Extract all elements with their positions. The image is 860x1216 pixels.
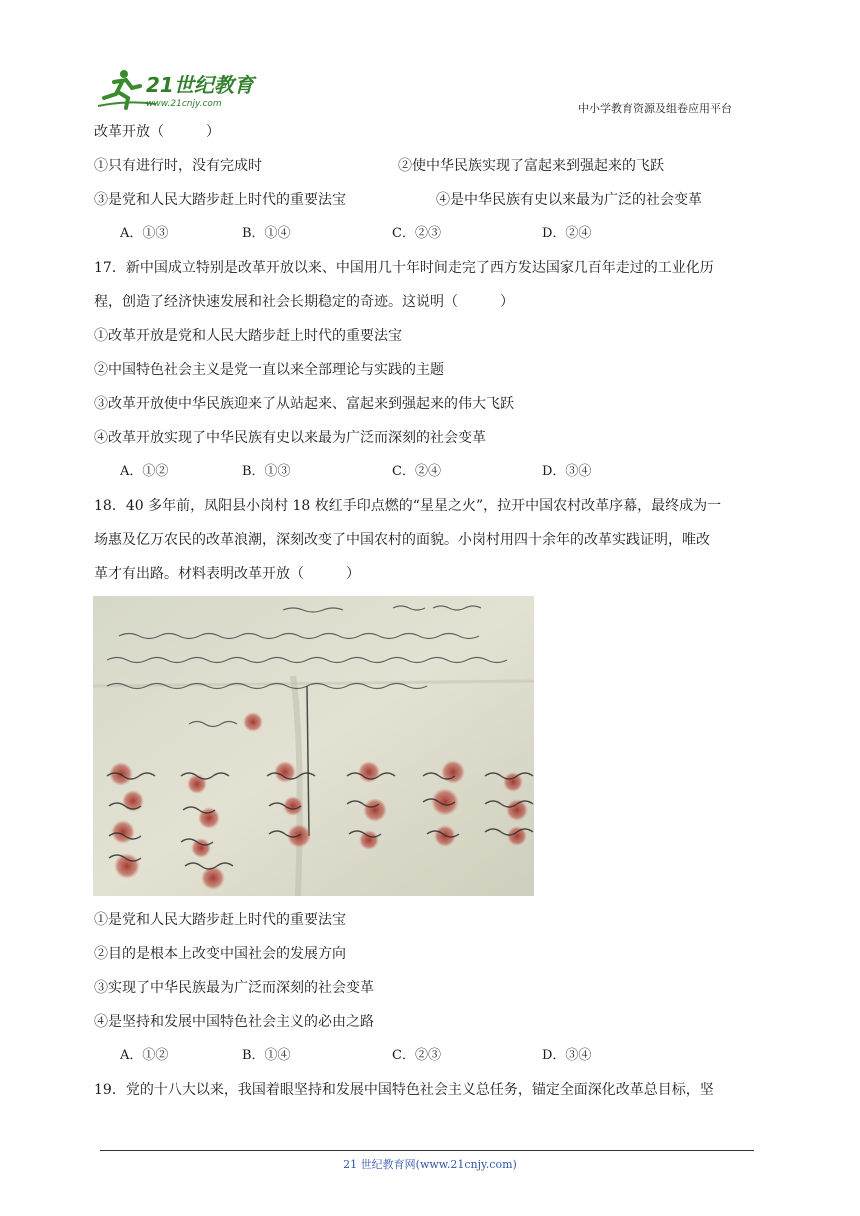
q16-option-c[interactable]: C．②③: [392, 226, 441, 241]
q17-statement-2: ②中国特色社会主义是党一直以来全部理论与实践的主题: [94, 362, 444, 378]
q17-statement-1: ①改革开放是党和人民大踏步赶上时代的重要法宝: [94, 328, 402, 344]
q19-stem-line-1: 19．党的十八大以来，我国着眼坚持和发展中国特色社会主义总任务，锚定全面深化改革总目标，坚: [94, 1082, 714, 1098]
q17-statement-3: ③改革开放使中华民族迎来了从站起来、富起来到强起来的伟大飞跃: [94, 396, 514, 412]
q17-option-a[interactable]: A．①②: [120, 464, 169, 479]
q16-stem: 改革开放（ ）: [94, 124, 220, 140]
xiaogang-agreement-photo: [93, 596, 534, 896]
q18-stem-line-2: 场惠及亿万农民的改革浪潮，深刻改变了中国农村的面貌。小岗村用四十余年的改革实践证明，唯改: [94, 532, 710, 548]
q16-statement-2: ②使中华民族实现了富起来到强起来的飞跃: [398, 158, 664, 174]
q16-option-b[interactable]: B．①④: [242, 226, 291, 241]
q17-option-b[interactable]: B．①③: [242, 464, 291, 479]
platform-label: 中小学教育资源及组卷应用平台: [578, 102, 732, 115]
q18-statement-3: ③实现了中华民族最为广泛而深刻的社会变革: [94, 980, 374, 996]
q17-option-d[interactable]: D．③④: [542, 464, 592, 479]
logo-text: 21世纪教育: [146, 73, 254, 97]
q18-stem-line-3: 革才有出路。材料表明改革开放（ ）: [94, 566, 360, 582]
footer-link[interactable]: 21 世纪教育网(www.21cnjy.com): [343, 1158, 517, 1171]
q18-option-b[interactable]: B．①④: [242, 1048, 291, 1063]
q18-option-c[interactable]: C．②③: [392, 1048, 441, 1063]
q16-option-a[interactable]: A．①③: [120, 226, 169, 241]
site-logo: [96, 66, 266, 112]
q18-stem-line-1: 18．40 多年前，凤阳县小岗村 18 枚红手印点燃的“星星之火”，拉开中国农村改革序幕，最终成为一: [94, 498, 722, 514]
q17-statement-4: ④改革开放实现了中华民族有史以来最为广泛而深刻的社会变革: [94, 430, 486, 446]
q16-statement-4: ④是中华民族有史以来最为广泛的社会变革: [436, 192, 702, 208]
q17-stem-line-1: 17．新中国成立特别是改革开放以来、中国用几十年时间走完了西方发达国家几百年走过的工业化历: [94, 260, 714, 276]
q18-statement-4: ④是坚持和发展中国特色社会主义的必由之路: [94, 1014, 374, 1030]
footer-divider: [100, 1150, 754, 1151]
q16-statement-1: ①只有进行时，没有完成时: [94, 158, 262, 174]
logo-url: www.21cnjy.com: [146, 99, 222, 109]
q18-statement-1: ①是党和人民大踏步赶上时代的重要法宝: [94, 912, 346, 928]
q16-statement-3: ③是党和人民大踏步赶上时代的重要法宝: [94, 192, 346, 208]
q17-option-c[interactable]: C．②④: [392, 464, 441, 479]
q17-stem-line-2: 程，创造了经济快速发展和社会长期稳定的奇迹。这说明（ ）: [94, 294, 514, 310]
q18-option-d[interactable]: D．③④: [542, 1048, 592, 1063]
q18-option-a[interactable]: A．①②: [120, 1048, 169, 1063]
q16-option-d[interactable]: D．②④: [542, 226, 592, 241]
q18-statement-2: ②目的是根本上改变中国社会的发展方向: [94, 946, 346, 962]
